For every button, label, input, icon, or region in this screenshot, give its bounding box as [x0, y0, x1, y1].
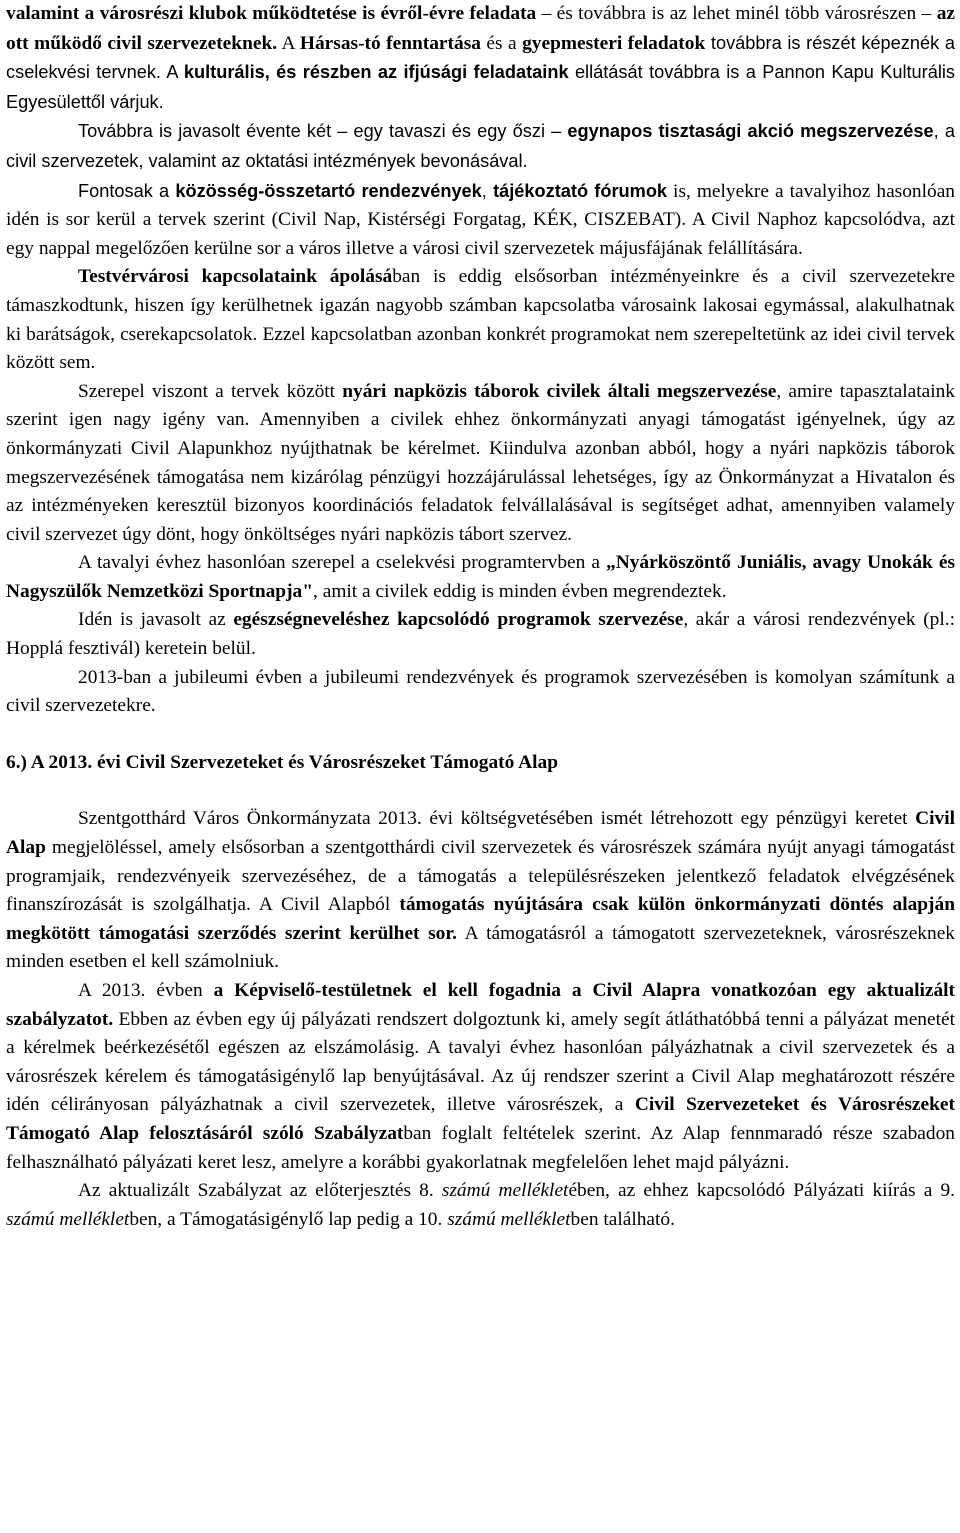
paragraph-civil-fund — [6, 805, 955, 977]
text-run: , akár a városi rendezvények (pl.: Hopplá fesztivál) keretein belül. — [6, 609, 955, 660]
italic-phrase: számú melléklet — [6, 1208, 130, 1230]
text-run: megjelöléssel, amely elsősorban a szentgotthárdi civil szervezetek és városrészek számára nyújt anyagi támogatást programjaik, rendezvényeik szervezéséhez, de a támogatás a településrészeken jelentkező feladatok elvégzésének finanszírozását is szolgálhatja. A Civil Alapból — [6, 837, 955, 916]
text-run: Továbbra is javasolt évente két – egy tavaszi és egy őszi – — [78, 121, 568, 142]
bold-phrase: valamint a városrészi klubok működtetése is évről-évre feladata — [6, 3, 537, 24]
paragraph-annexes — [6, 1177, 955, 1234]
text-run: ben található. — [570, 1208, 675, 1230]
text-run: – és továbbra is az lehet minél több városrészen – — [536, 3, 937, 24]
paragraph-cleanup-action — [6, 117, 955, 176]
bold-phrase: nyári napközis táborok civilek általi megszervezése — [342, 380, 777, 402]
bold-phrase: kulturális, és részben az ifjúsági feladataink — [183, 62, 569, 83]
spacer — [6, 777, 955, 805]
text-run: ban is eddig elsősorban intézményeinkre és a civil szervezetekre támaszkodtunk, hiszen így kerülhetnek igazán nagyobb számban kapcsolatba városaink lakosai egymással, alakulhatnak ki barátságok, cserekapcsolatok. Ezzel kapcsolatban azonban konkrét programokat nem szerepeltetünk az idei civil tervek között sem. — [6, 266, 955, 374]
bold-phrase: Testvérvárosi kapcsolataink ápolásá — [78, 266, 393, 288]
text-run: A támogatásról a támogatott szervezeteknek, városrészeknek minden esetben el kell számolniuk. — [6, 922, 955, 973]
text-run: ban foglalt feltételek szerint. Az Alap fennmaradó része szabadon felhasználható pályázati keret lesz, amelyre a korábbi gyakorlatnak megfelelően lehet majd pályázni. — [6, 1122, 955, 1173]
bold-phrase: tájékoztató fórumok — [493, 180, 668, 201]
text-run: , amit a civilek eddig is minden évben megrendeztek. — [313, 580, 727, 602]
paragraph-community-events — [6, 177, 955, 264]
paragraph-sports-day — [6, 549, 955, 606]
text-run: ellátását továbbra is a Pannon Kapu Kulturális Egyesülettől várjuk. — [6, 62, 956, 112]
section-heading: 6.) A 2013. évi Civil Szervezeteket és Városrészeket Támogató Alap — [6, 751, 558, 773]
bold-phrase: gyepmesteri feladatok — [522, 32, 706, 54]
italic-phrase: számú melléklet — [447, 1208, 571, 1230]
paragraph-summer-camps — [6, 378, 955, 550]
paragraph-health-programs — [6, 606, 955, 663]
text-run: Idén is javasolt az — [78, 609, 234, 631]
text-run: Ebben az évben egy új pályázati rendszert dolgoztunk ki, amely segít átláthatóbbá tenni a pályázat menetét a kérelmek beérkezésétől egészen az elszámolásig. A tavalyi évhez hasonlóan pályázhatnak a civil szervezetek és a városrészek kérelem és támogatásigénylő lap benyújtásával. Az új rendszer szerint a Civil Alap meghatározott részére idén célirányosan pályázhatnak a civil szervezetek, illetve városrészek, a — [6, 1008, 955, 1116]
text-run: Szerepel viszont a tervek között — [78, 380, 343, 402]
bold-phrase: a Képviselő-testületnek el kell fogadnia a Civil Alapra vonatkozóan egy aktualizált szabályzatot. — [6, 980, 955, 1030]
text-run: ben, a Támogatásigénylő lap pedig a 10. — [129, 1208, 448, 1230]
bold-phrase: közösség-összetartó rendezvények — [175, 180, 482, 201]
paragraph-twin-cities — [6, 263, 955, 377]
text-run: is, melyekre a tavalyihoz hasonlóan idén is sor kerül a tervek szerint (Civil Nap, Kistérségi Forgatag, KÉK, CISZEBAT). A Civil Naphoz kapcsolódva, azt egy nappal megelőzően kerülne sor a város illetve a városi civil szervezetek májusfájának felállítására. — [6, 180, 956, 259]
bold-phrase: egészségneveléshez kapcsolódó programok szervezése — [233, 609, 684, 631]
text-run: , — [481, 180, 494, 201]
bold-phrase: az ott működő civil szervezeteknek. — [6, 3, 955, 54]
text-run: Szentgotthárd Város Önkormányzata 2013. évi költségvetésében ismét létrehozott egy pénzügyi keretet — [78, 808, 916, 830]
text-run: és a — [480, 32, 523, 54]
bold-phrase: „Nyárköszöntő Juniális, avagy Unokák és Nagyszülők Nemzetközi Sportnapja" — [6, 552, 955, 602]
text-run: 2013-ban a jubileumi évben a jubileumi rendezvények és programok szervezésében is komolyan számítunk a civil szervezetekre. — [6, 666, 955, 717]
text-run: Fontosak a — [78, 180, 176, 201]
text-run: A tavalyi évhez hasonlóan szerepel a cselekvési programtervben a — [78, 552, 607, 574]
bold-phrase: Civil Szervezeteket és Városrészeket Támogató Alap felosztásáról szóló Szabályzat — [6, 1094, 955, 1144]
text-run: , a civil szervezetek, valamint az oktatási intézmények bevonásával. — [6, 121, 955, 171]
text-run: , amire tapasztalataink szerint igen nagy igény van. Amennyiben a civilek ehhez önkormányzati anyagi támogatást igényelnek, úgy az önkormányzati Civil Alapunkhoz nyújthatnak be kérelmet. Kiindulva azonban abból, hogy a nyári napközis táborok megszervezésének támogatása nem kizárólag pénzügyi hozzájárulással lehetséges, így az Önkormányzat a Hivatalon és az intézményeken keresztül bizonyos koordinációs feladatok felvállalásával is segítséget adhat, amennyiben valamely civil szervezet úgy dönt, hogy önköltséges nyári napközis tábort szervez. — [6, 380, 955, 545]
spacer — [6, 721, 955, 749]
text-run: ében, az ehhez kapcsolódó Pályázati kiírás a 9. — [568, 1180, 955, 1202]
bold-phrase: egynapos tisztasági akció megszervezése — [567, 121, 934, 142]
paragraph-civil-tasks — [6, 0, 955, 117]
text-run: Az aktualizált Szabályzat az előterjesztés 8. — [78, 1180, 442, 1202]
paragraph-regulation — [6, 977, 955, 1177]
paragraph-jubilee-year — [6, 664, 955, 721]
italic-phrase: számú melléklet — [441, 1180, 569, 1202]
bold-phrase: Civil Alap — [6, 808, 955, 859]
text-run: A — [277, 32, 300, 54]
bold-phrase: támogatás nyújtására csak külön önkormányzati döntés alapján megkötött támogatási szerződés szerint kerülhet sor. — [6, 894, 955, 944]
text-run: A 2013. évben — [78, 980, 214, 1001]
bold-phrase: Hársas-tó fenntartása — [299, 32, 481, 54]
text-run: továbbra is részét képeznék a cselekvési tervnek. A — [6, 32, 955, 83]
